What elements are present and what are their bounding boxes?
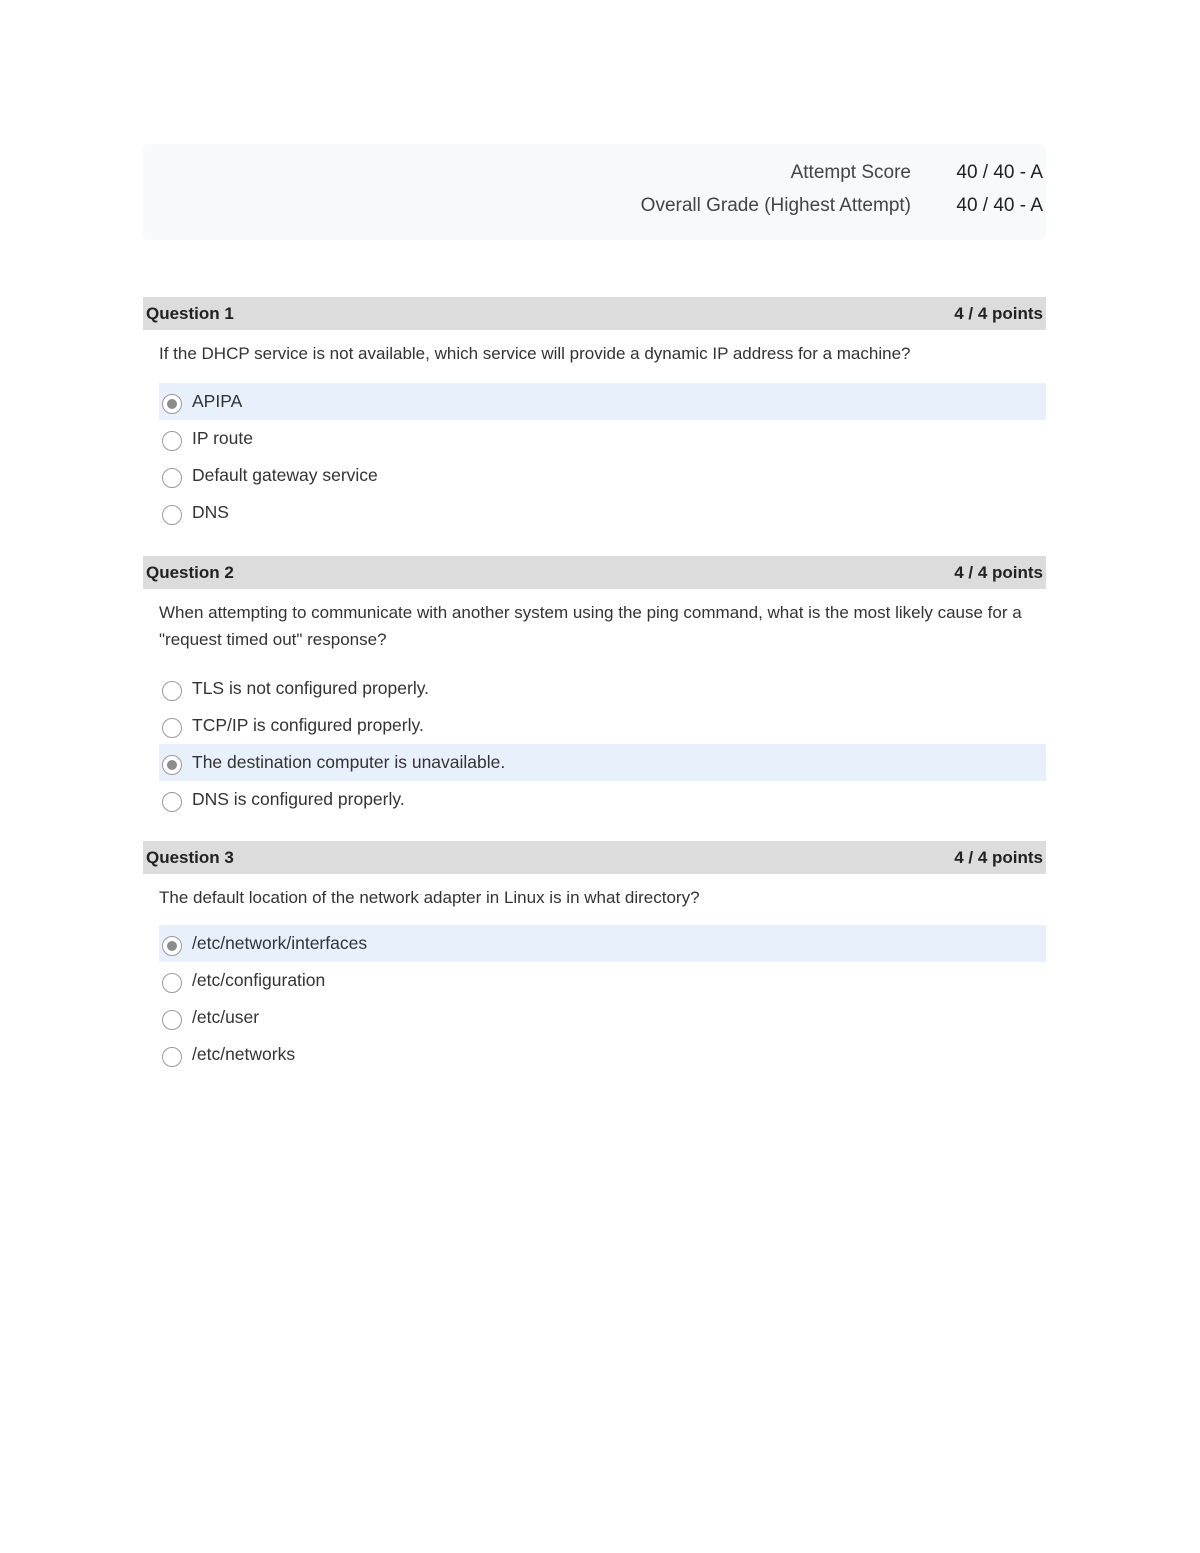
answer-option[interactable] bbox=[159, 670, 1046, 707]
answer-label: /etc/networks bbox=[192, 1044, 296, 1064]
radio-button[interactable] bbox=[162, 755, 182, 775]
answer-label: IP route bbox=[192, 428, 253, 448]
radio-button[interactable] bbox=[162, 431, 182, 451]
question-text: The default location of the network adapter in Linux is in what directory? bbox=[159, 888, 700, 907]
question-2 bbox=[143, 556, 1046, 818]
radio-button[interactable] bbox=[162, 1047, 182, 1067]
answer-list bbox=[143, 925, 1046, 1073]
question-text: When attempting to communicate with another system using the ping command, what is the most likely cause for a "request timed out" response? bbox=[159, 603, 1022, 649]
radio-button[interactable] bbox=[162, 936, 182, 956]
attempt-score-row bbox=[791, 161, 1046, 185]
overall-grade-row bbox=[641, 194, 1046, 218]
radio-button[interactable] bbox=[162, 394, 182, 414]
question-points: 4 / 4 points bbox=[954, 562, 1043, 582]
answer-option[interactable] bbox=[159, 383, 1046, 420]
answer-label: TLS is not configured properly. bbox=[192, 678, 430, 698]
question-header bbox=[143, 841, 1046, 874]
radio-button[interactable] bbox=[162, 718, 182, 738]
answer-option[interactable] bbox=[159, 962, 1046, 999]
answer-list bbox=[143, 670, 1046, 818]
answer-option[interactable] bbox=[159, 925, 1046, 962]
question-1 bbox=[143, 297, 1046, 531]
radio-button[interactable] bbox=[162, 681, 182, 701]
question-3 bbox=[143, 841, 1046, 1073]
question-points: 4 / 4 points bbox=[954, 847, 1043, 867]
answer-label: DNS is configured properly. bbox=[192, 789, 405, 809]
question-header bbox=[143, 297, 1046, 330]
answer-label: APIPA bbox=[192, 391, 243, 411]
question-title: Question 3 bbox=[146, 847, 234, 867]
question-points: 4 / 4 points bbox=[954, 303, 1043, 323]
question-title: Question 2 bbox=[146, 562, 234, 582]
answer-label: TCP/IP is configured properly. bbox=[192, 715, 424, 735]
answer-label: The destination computer is unavailable. bbox=[192, 752, 506, 772]
answer-label: /etc/network/interfaces bbox=[192, 933, 368, 953]
overall-grade-label: Overall Grade (Highest Attempt) bbox=[640, 195, 911, 216]
answer-label: Default gateway service bbox=[192, 465, 378, 485]
score-summary bbox=[143, 144, 1046, 240]
radio-button[interactable] bbox=[162, 468, 182, 488]
answer-option[interactable] bbox=[159, 457, 1046, 494]
radio-button[interactable] bbox=[162, 1010, 182, 1030]
answer-option[interactable] bbox=[159, 420, 1046, 457]
attempt-score-value: 40 / 40 - A bbox=[956, 162, 1043, 183]
question-header bbox=[143, 556, 1046, 589]
radio-button[interactable] bbox=[162, 505, 182, 525]
answer-option[interactable] bbox=[159, 744, 1046, 781]
answer-list bbox=[143, 383, 1046, 531]
answer-label: /etc/user bbox=[192, 1007, 260, 1027]
answer-option[interactable] bbox=[159, 1036, 1046, 1073]
question-text: If the DHCP service is not available, which service will provide a dynamic IP address for a machine? bbox=[159, 344, 911, 363]
answer-label: DNS bbox=[192, 502, 229, 522]
answer-option[interactable] bbox=[159, 707, 1046, 744]
radio-button[interactable] bbox=[162, 973, 182, 993]
answer-label: /etc/configuration bbox=[192, 970, 326, 990]
question-title: Question 1 bbox=[146, 303, 234, 323]
overall-grade-value: 40 / 40 - A bbox=[956, 195, 1043, 216]
radio-button[interactable] bbox=[162, 792, 182, 812]
answer-option[interactable] bbox=[159, 999, 1046, 1036]
attempt-score-label: Attempt Score bbox=[790, 162, 911, 183]
answer-option[interactable] bbox=[159, 494, 1046, 531]
answer-option[interactable] bbox=[159, 781, 1046, 818]
